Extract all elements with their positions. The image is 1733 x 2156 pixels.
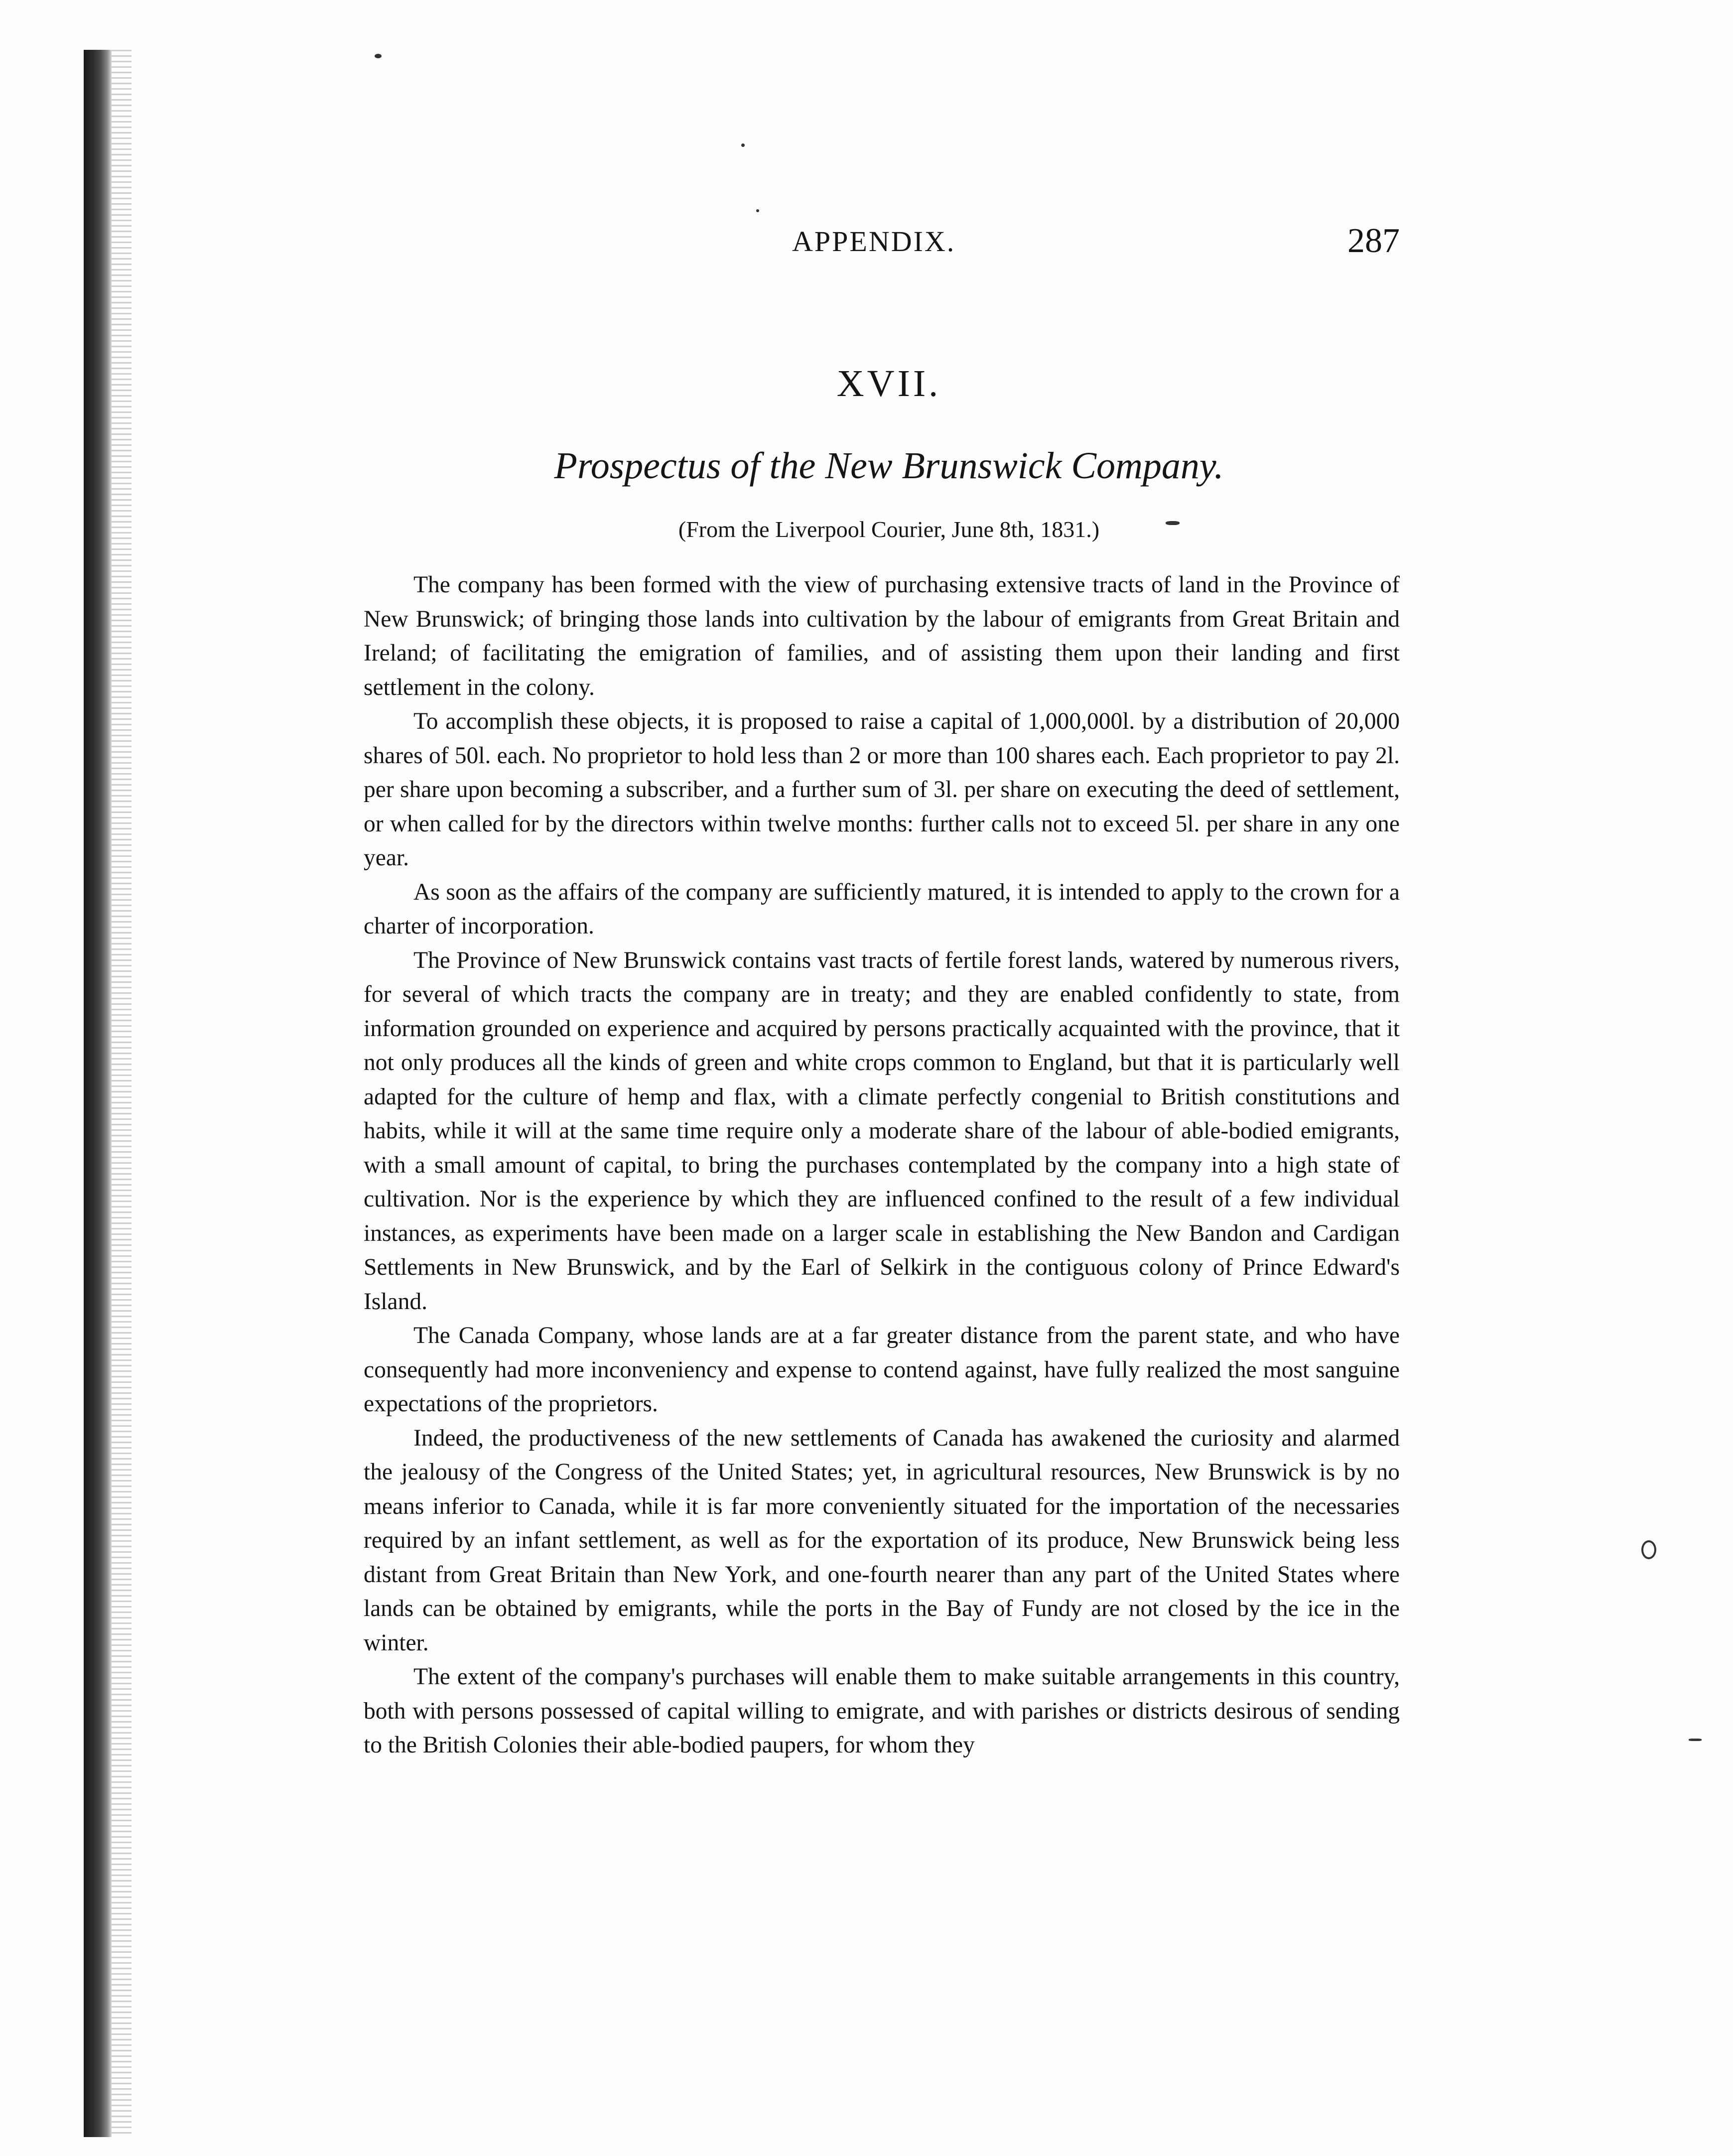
section-title: Prospectus of the New Brunswick Company. — [554, 445, 1224, 487]
paragraph: As soon as the affairs of the company are sufficiently matured, it is intended to apply to the crown for a charter of incorporation. — [364, 879, 1400, 939]
running-title: APPENDIX. — [792, 225, 956, 258]
page-number: 287 — [1347, 222, 1400, 260]
body-text — [364, 568, 1400, 1762]
paragraph: The company has been formed with the view of purchasing extensive tracts of land in the Province of New Brunswick; of bringing those lands into cultivation by the labour of emigrants from Great Britain and Ireland; of facilitating the emigration of families, and of assisting them upon their landing and first settlement in the colony. — [364, 572, 1400, 700]
scan-speck — [1689, 1739, 1702, 1741]
scan-speck — [741, 143, 745, 147]
source-citation: (From the Liverpool Courier, June 8th, 1831.) — [678, 517, 1100, 542]
scan-speck — [756, 209, 759, 212]
running-head — [0, 219, 1733, 264]
paragraph: The extent of the company's purchases will enable them to make suitable arrangements in this country, both with persons possessed of capital willing to emigrate, and with parishes or districts desirous of sending to the British Colonies their able-bodied paupers, for whom they — [364, 1664, 1400, 1758]
paragraph: The Province of New Brunswick contains vast tracts of fertile forest lands, watered by numerous rivers, for several of which tracts the company are in treaty; and they are enabled confidently to state, from information grounded on experience and acquired by persons practically acquainted with the province, that it not only produces all the kinds of green and white crops common to England, but that it is particularly well adapted for the culture of hemp and flax, with a climate perfectly congenial to British constitutions and habits, while it will at the same time require only a moderate share of the labour of able-bodied emigrants, with a small amount of capital, to bring the purchases contemplated by the company into a high state of cultivation. Nor is the experience by which they are influenced confined to the result of a few individual instances, as experiments have been made on a larger scale in establishing the New Bandon and Cardigan Settlements in New Brunswick, and by the Earl of Selkirk in the contiguous colony of Prince Edward's Island. — [364, 947, 1400, 1315]
section-number: XVII. — [836, 363, 941, 404]
paragraph: The Canada Company, whose lands are at a far greater distance from the parent state, and who have consequently had more inconveniency and expense to contend against, have fully realized the most sanguine expectations of the proprietors. — [364, 1323, 1400, 1417]
paragraph: To accomplish these objects, it is proposed to raise a capital of 1,000,000l. by a distribution of 20,000 shares of 50l. each. No proprietor to hold less than 2 or more than 100 shares each. Each proprietor to pay 2l. per share upon becoming a subscriber, and a further sum of 3l. per share on executing the deed of settlement, or when called for by the directors within twelve months: further calls not to exceed 5l. per share in any one year. — [364, 708, 1400, 871]
scan-speck — [1641, 1540, 1656, 1559]
paragraph: Indeed, the productiveness of the new settlements of Canada has awakened the curiosity and alarmed the jealousy of the Congress of the United States; yet, in agricultural resources, New Brunswick is by no means inferior to Canada, while it is far more conveniently situated for the importation of the necessaries required by an infant settlement, as well as for the exportation of its produce, New Brunswick being less distant from Great Britain than New York, and one-fourth nearer than any part of the United States where lands can be obtained by emigrants, while the ports in the Bay of Fundy are not closed by the ice in the winter. — [364, 1425, 1400, 1656]
scan-speck — [375, 54, 382, 58]
